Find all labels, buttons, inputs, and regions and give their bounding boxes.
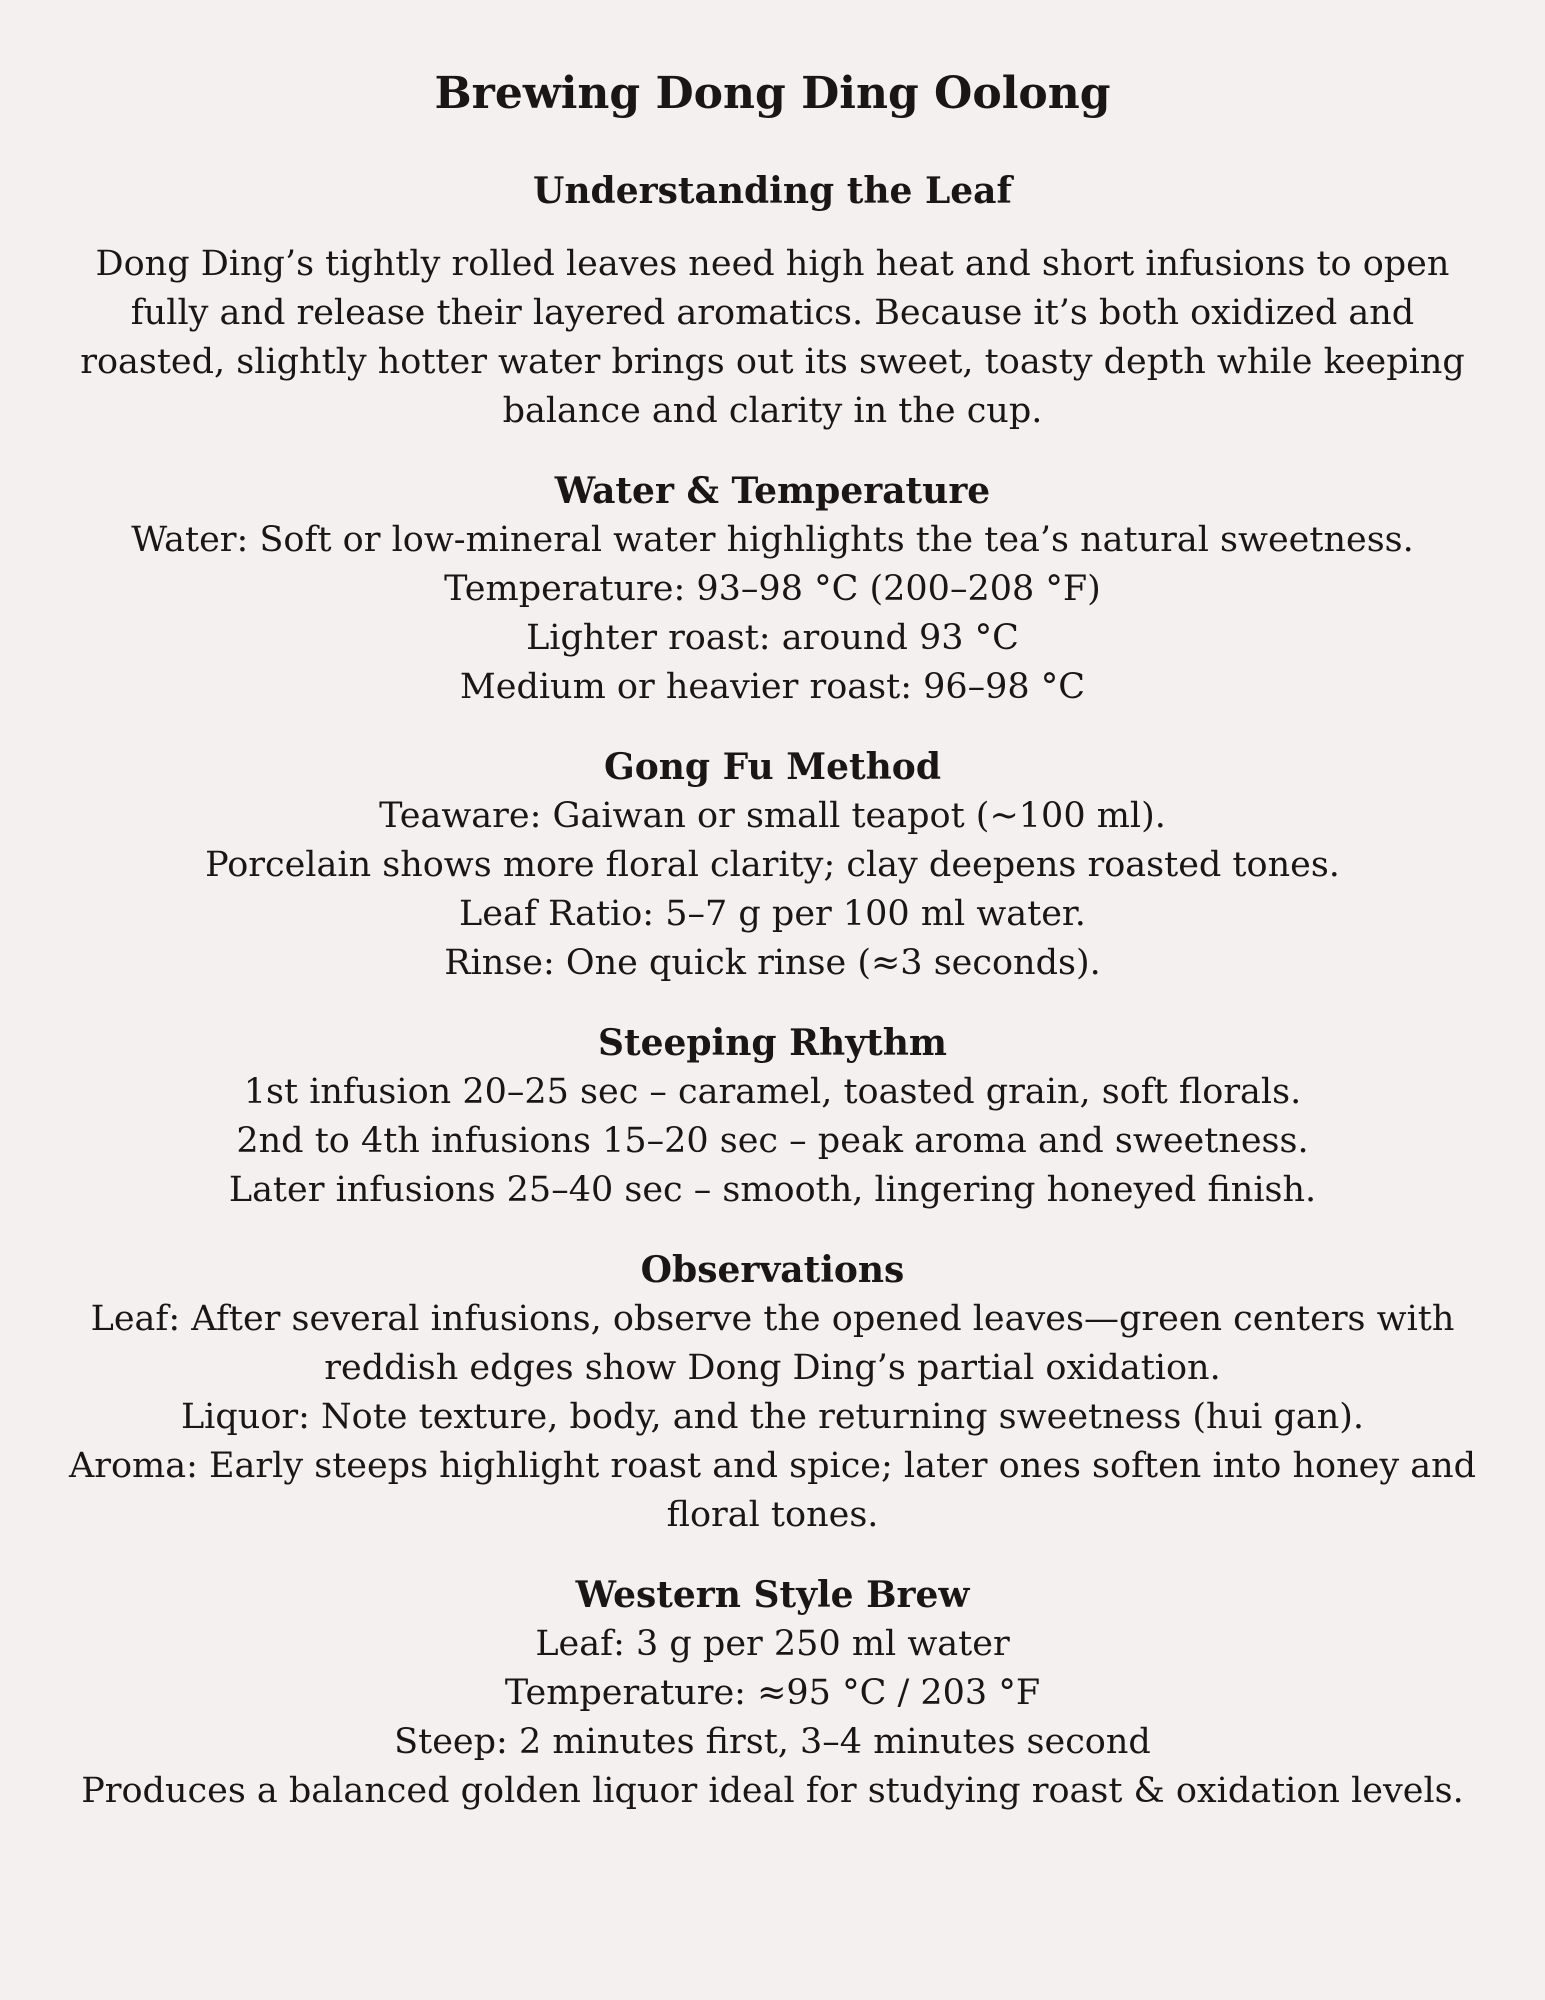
section-heading: Western Style Brew — [575, 1574, 970, 1616]
section-line: Lighter roast: around 93 °C — [526, 618, 1019, 658]
section-line: Liquor: Note texture, body, and the returning sweetness (hui gan). — [180, 1397, 1365, 1437]
section-line: Later infusions 25–40 sec – smooth, lingering honeyed finish. — [228, 1170, 1317, 1210]
section-steeping-rhythm — [60, 1018, 1485, 1215]
section-line: Porcelain shows more floral clarity; clay deepens roasted tones. — [205, 845, 1340, 885]
section-line: Leaf: After several infusions, observe the opened leaves—green centers with reddish edges show Dong Ding’s partial oxidation. — [90, 1299, 1455, 1388]
section-paragraph: Dong Ding’s tightly rolled leaves need high heat and short infusions to open fully and release their layered aromatics. Because it’s both oxidized and roasted, slightly hotter water brings out its sweet, toasty depth while keeping balance and clarity in the cup. — [80, 244, 1465, 431]
section-line: Water: Soft or low-mineral water highlights the tea’s natural sweetness. — [131, 520, 1414, 560]
section-understanding-the-leaf — [60, 166, 1485, 436]
section-heading: Water & Temperature — [554, 470, 991, 512]
section-line: Temperature: 93–98 °C (200–208 °F) — [444, 569, 1101, 609]
section-western-style-brew — [60, 1570, 1485, 1816]
section-line: Medium or heavier roast: 96–98 °C — [459, 667, 1086, 707]
section-heading: Understanding the Leaf — [532, 170, 1012, 212]
section-heading: Gong Fu Method — [603, 746, 941, 788]
section-observations — [60, 1245, 1485, 1540]
section-heading: Observations — [640, 1249, 905, 1291]
section-line: Temperature: ≈95 °C / 203 °F — [504, 1673, 1041, 1713]
section-line: 1st infusion 20–25 sec – caramel, toasted grain, soft florals. — [243, 1072, 1302, 1112]
section-water-temperature — [60, 466, 1485, 712]
section-line: Aroma: Early steeps highlight roast and spice; later ones soften into honey and floral tones. — [68, 1446, 1477, 1535]
section-line: 2nd to 4th infusions 15–20 sec – peak aroma and sweetness. — [236, 1121, 1309, 1161]
section-line: Leaf: 3 g per 250 ml water — [535, 1624, 1010, 1664]
page-title: Brewing Dong Ding Oolong — [434, 68, 1111, 119]
section-line: Teaware: Gaiwan or small teapot (~100 ml). — [379, 796, 1166, 836]
section-gong-fu-method — [60, 742, 1485, 988]
section-line: Leaf Ratio: 5–7 g per 100 ml water. — [459, 894, 1086, 934]
section-heading: Steeping Rhythm — [597, 1022, 948, 1064]
section-line: Rinse: One quick rinse (≈3 seconds). — [444, 943, 1101, 983]
section-line: Steep: 2 minutes first, 3–4 minutes second — [394, 1722, 1151, 1762]
section-line: Produces a balanced golden liquor ideal for studying roast & oxidation levels. — [81, 1771, 1464, 1811]
